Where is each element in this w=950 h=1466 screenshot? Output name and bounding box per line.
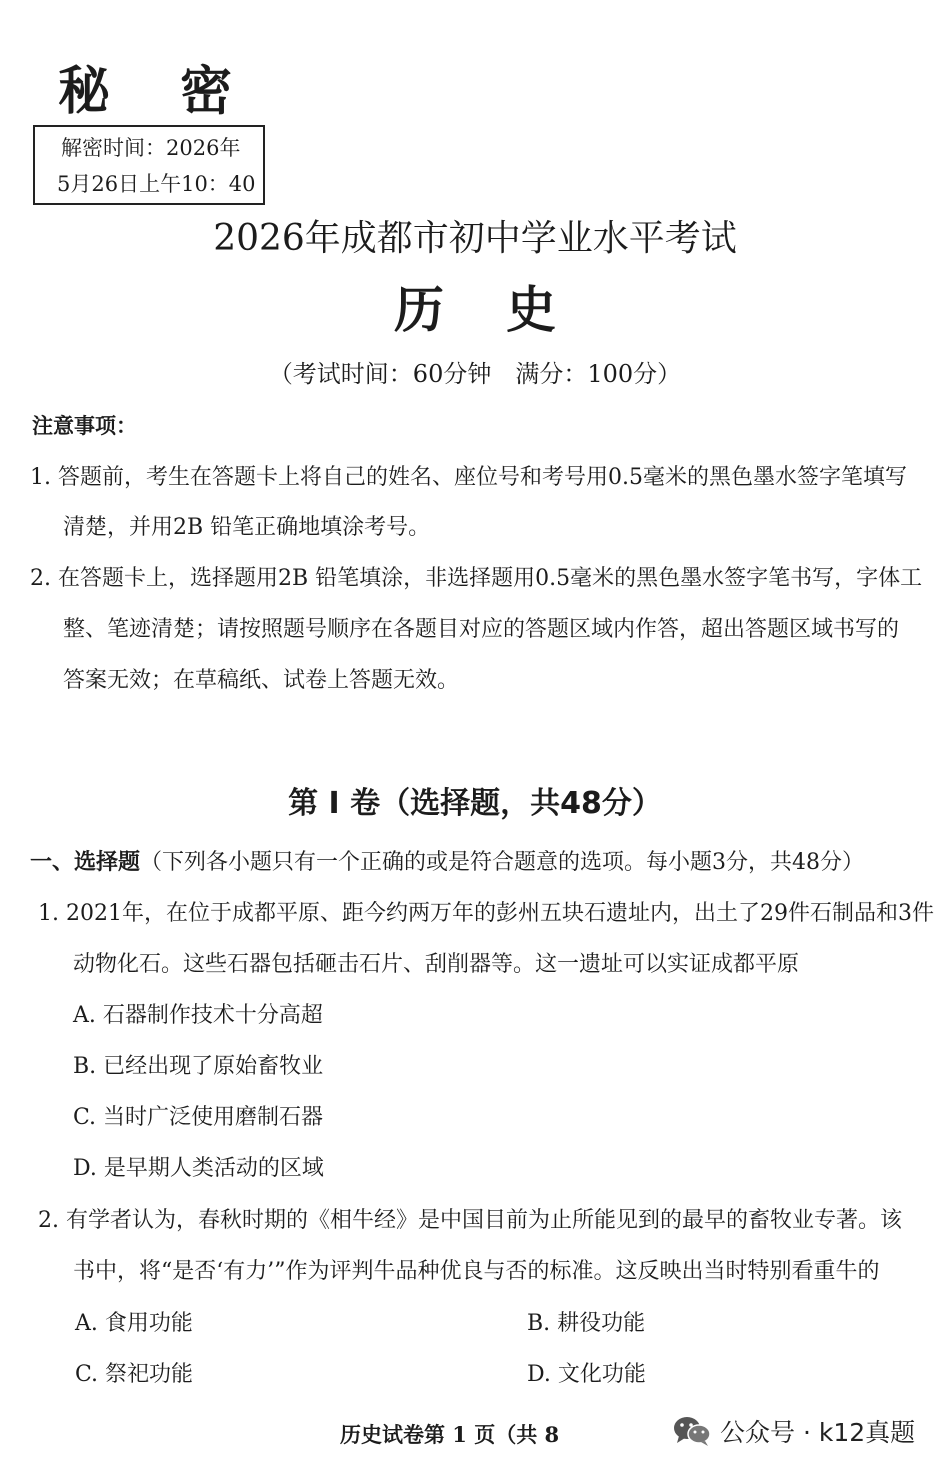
notes-line: 2. 在答题卡上，选择题用2B 铅笔填涂，非选择题用0.5毫米的黑色墨水签字笔书写，字体工 <box>30 566 923 591</box>
question-2-option-b: B. 耕役功能 <box>527 1311 646 1336</box>
watermark-text: 公众号 · k12真题 <box>720 1418 916 1447</box>
secret-label: 秘密 <box>58 61 303 122</box>
question-2-option-d: D. 文化功能 <box>527 1362 646 1387</box>
question-1-option-a: A. 石器制作技术十分高超 <box>73 1003 323 1028</box>
question-2-stem: 2. 有学者认为，春秋时期的《相牛经》是中国目前为止所能见到的最早的畜牧业专著。该 <box>38 1208 902 1233</box>
question-1-option-d: D. 是早期人类活动的区域 <box>73 1156 324 1181</box>
part-label: 一、选择题 <box>30 850 141 875</box>
question-1-stem: 1. 2021年，在位于成都平原、距今约两万年的彭州五块石遗址内，出土了29件石制品和3件 <box>38 901 934 926</box>
section-title: 第 I 卷（选择题，共48分） <box>288 786 662 821</box>
declass-line-1: 解密时间：2026年 <box>61 136 241 160</box>
declass-line-2: 5月26日上午10：40 <box>57 172 256 196</box>
page-footer: 历史试卷第 1 页（共 8 <box>340 1422 560 1447</box>
exam-info: （考试时间：60分钟 满分：100分） <box>268 360 682 388</box>
notes-line: 答案无效；在草稿纸、试卷上答题无效。 <box>63 668 460 693</box>
declassification-box <box>33 125 265 205</box>
question-1-option-b: B. 已经出现了原始畜牧业 <box>73 1054 324 1079</box>
watermark <box>672 1410 915 1452</box>
subject-title: 历史 <box>394 280 618 339</box>
question-2-option-a: A. 食用功能 <box>75 1311 193 1336</box>
question-1-stem: 动物化石。这些石器包括砸击石片、刮削器等。这一遗址可以实证成都平原 <box>73 952 800 977</box>
question-2-option-c: C. 祭祀功能 <box>75 1362 194 1387</box>
notes-line: 整、笔迹清楚；请按照题号顺序在各题目对应的答题区域内作答，超出答题区域书写的 <box>63 617 900 642</box>
part-title <box>30 847 864 879</box>
notes-line: 清楚，并用2B 铅笔正确地填涂考号。 <box>63 515 431 540</box>
question-1-option-c: C. 当时广泛使用磨制石器 <box>73 1105 324 1130</box>
question-2-stem: 书中，将“是否‘有力’”作为评判牛品种优良与否的标准。这反映出当时特别看重牛的 <box>73 1259 880 1284</box>
exam-title: 2026年成都市初中学业水平考试 <box>213 218 737 259</box>
notes-line: 1. 答题前，考生在答题卡上将自己的姓名、座位号和考号用0.5毫米的黑色墨水签字笔填写 <box>30 465 907 490</box>
notes-title: 注意事项： <box>32 414 137 438</box>
wechat-icon <box>672 1414 712 1448</box>
part-description: （下列各小题只有一个正确的或是符合题意的选项。每小题3分，共48分） <box>140 850 865 875</box>
